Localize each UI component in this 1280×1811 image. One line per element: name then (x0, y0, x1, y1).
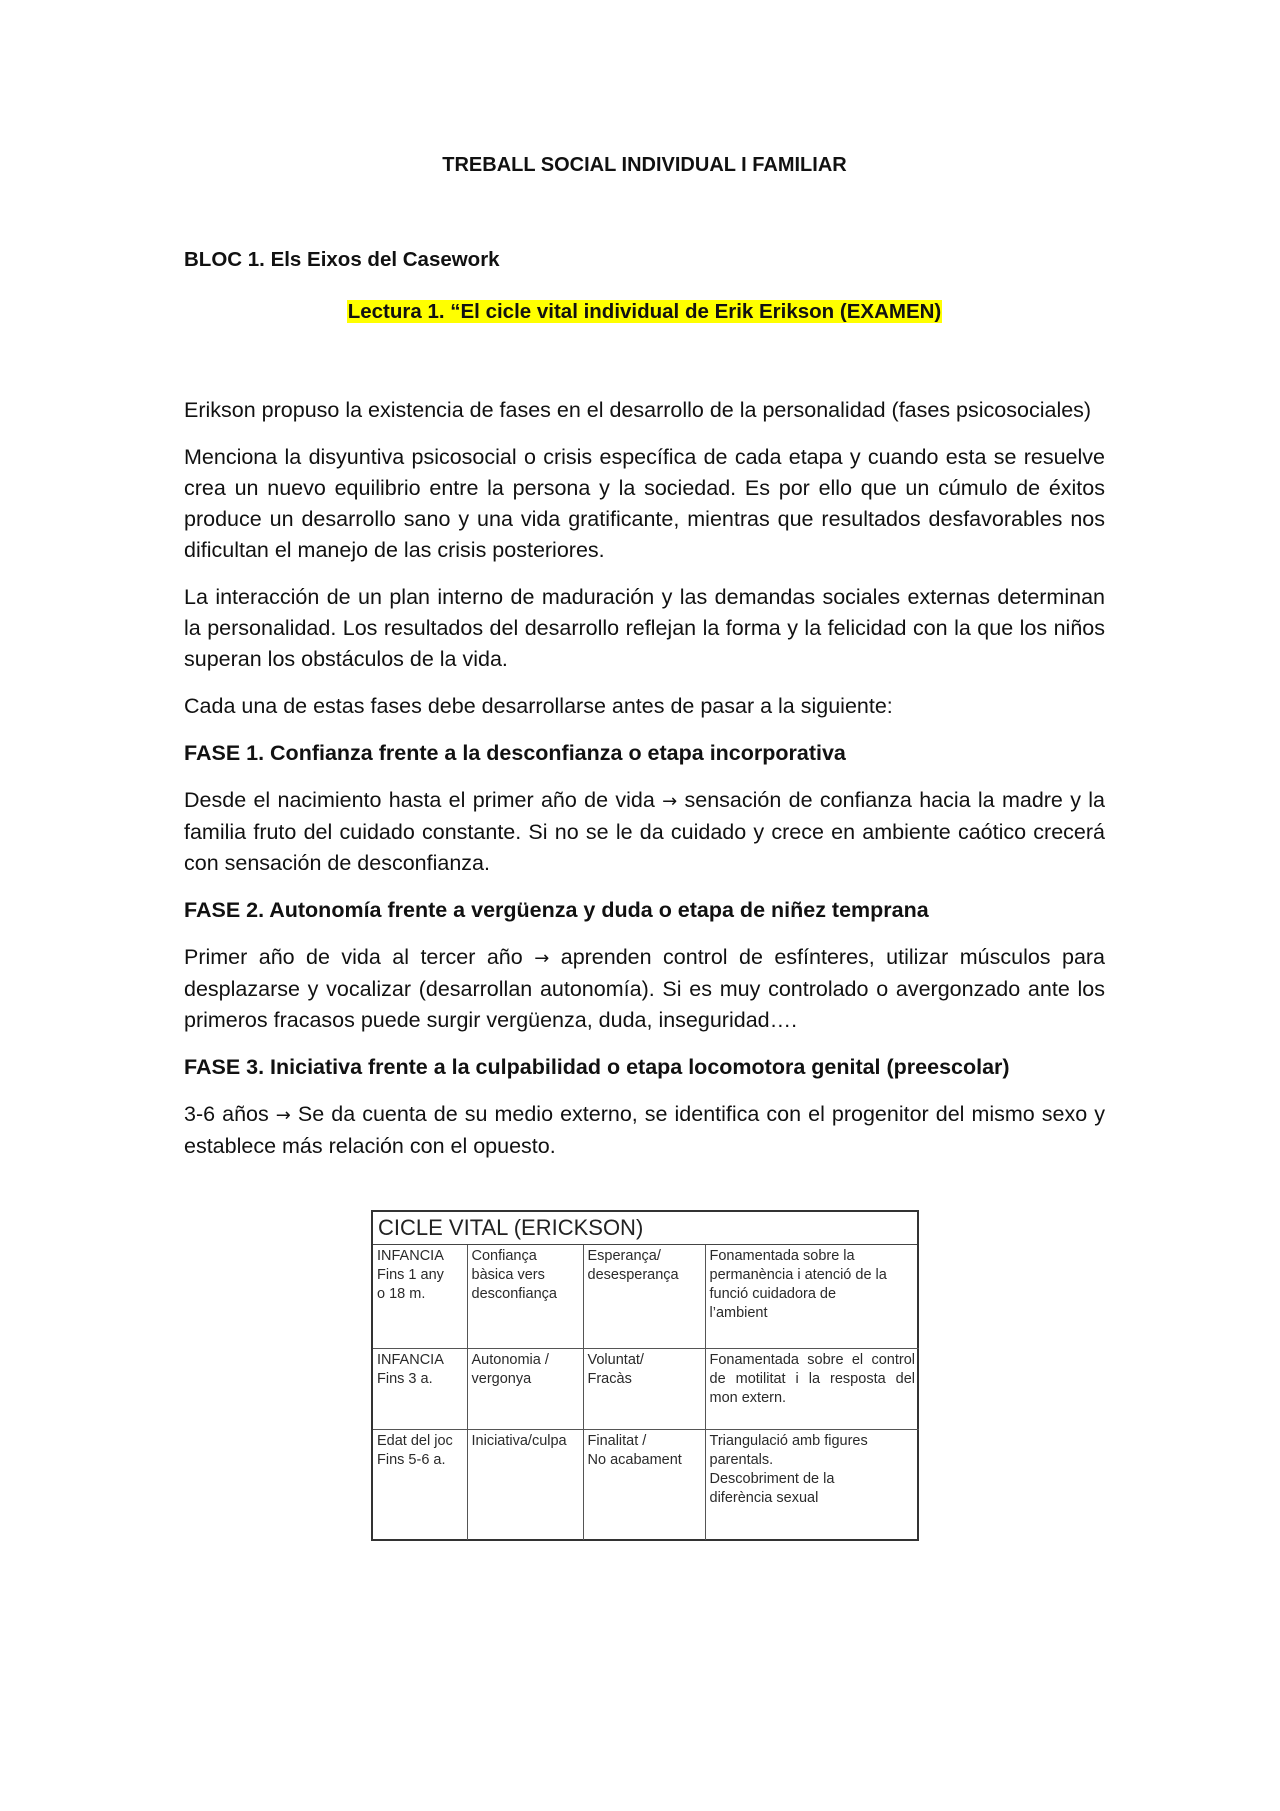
cell-line: Fonamentada sobre la (709, 1248, 855, 1264)
cell-line: Iniciativa/culpa (471, 1432, 567, 1449)
cell-line: Autonomia / (471, 1351, 549, 1368)
fase-2-period: Primer año de vida al tercer año (184, 945, 523, 969)
cell-line: Fonamentada sobre el control de motilitat i la resposta del mon extern. (709, 1351, 915, 1406)
cell-line: bàsica vers (471, 1267, 545, 1283)
table-row (373, 1348, 919, 1429)
fase-2-text (184, 942, 1105, 1036)
table-grid (373, 1245, 919, 1540)
cell-line: INFANCIA (377, 1248, 444, 1264)
arrow-right-icon: → (662, 791, 678, 812)
intro-section (184, 395, 1105, 1162)
cell-line: Fins 1 any (377, 1267, 444, 1283)
fase-2-description: aprenden control de esfínteres, utilizar músculos para desplazarse y vocalizar (desarrollan autonomía). Si es muy controlado o avergonzado ante los primeros fracasos puede surgir vergüenza, duda, inseguridad…. (184, 945, 1106, 1032)
arrow-right-icon: → (534, 948, 550, 969)
table-cell-stage (373, 1348, 467, 1429)
paragraph: Menciona la disyuntiva psicosocial o crisis específica de cada etapa y cuando esta se resuelve crea un nuevo equilibrio entre la persona y la sociedad. Es por ello que un cúmulo de éxitos produce un desarrollo sano y una vida gratificante, mientras que resultados desfavorables nos dificultan el manejo de las crisis posteriores. (184, 445, 1105, 562)
table-cell-virtue (583, 1245, 705, 1348)
cell-line: Fins 5-6 a. (377, 1451, 446, 1468)
fase-3-text (184, 1099, 1105, 1162)
cell-line: funció cuidadora de (709, 1286, 837, 1302)
fase-1-heading: FASE 1. Confianza frente a la desconfianza o etapa incorporativa (184, 741, 846, 765)
cell-line: Voluntat/ (587, 1351, 644, 1368)
cell-line: l’ambient (709, 1305, 768, 1321)
cell-line: o 18 m. (377, 1286, 426, 1302)
cell-line: Fins 3 a. (377, 1370, 433, 1387)
fase-1-text (184, 785, 1105, 879)
cell-line: Finalitat / (587, 1432, 647, 1449)
cell-line: No acabament (587, 1451, 682, 1468)
cell-line: Edat del joc (377, 1432, 453, 1449)
table-cell-virtue (583, 1429, 705, 1540)
table-title: CICLE VITAL (ERICKSON) (373, 1212, 917, 1245)
cell-line: Descobriment de la (709, 1470, 835, 1487)
table-cell-crisis (467, 1348, 583, 1429)
cell-line: desesperança (587, 1267, 679, 1283)
table-cell-crisis (467, 1245, 583, 1348)
document-body (184, 150, 1105, 1178)
table-cell-basis (705, 1348, 919, 1429)
cell-line: INFANCIA (377, 1351, 444, 1368)
table-row (373, 1245, 919, 1348)
document-title: TREBALL SOCIAL INDIVIDUAL I FAMILIAR (442, 154, 847, 176)
lectura-heading-wrap (184, 296, 1105, 327)
table-cell-basis (705, 1429, 919, 1540)
cell-line: Confiança (471, 1248, 537, 1264)
cell-line: parentals. (709, 1451, 774, 1468)
fase-3-heading: FASE 3. Iniciativa frente a la culpabilidad o etapa locomotora genital (preescolar) (184, 1055, 1010, 1079)
cell-line: vergonya (471, 1370, 532, 1387)
cell-line: Triangulació amb figures (709, 1432, 868, 1449)
table-cell-stage (373, 1245, 467, 1348)
table-cell-stage (373, 1429, 467, 1540)
paragraph: Erikson propuso la existencia de fases en el desarrollo de la personalidad (fases psicosociales) (184, 398, 1092, 422)
fase-1-description: sensación de confianza hacia la madre y la familia fruto del cuidado constante. Si no se le da cuidado y crece en ambiente caótico crecerá con sensación de desconfianza. (184, 788, 1105, 875)
cell-line: permanència i atenció de la (709, 1267, 887, 1283)
fase-3-period: 3-6 años (184, 1102, 269, 1126)
arrow-right-icon: → (275, 1105, 291, 1126)
cell-line: Fracàs (587, 1370, 632, 1387)
paragraph: La interacción de un plan interno de maduración y las demandas sociales externas determinan la personalidad. Los resultados del desarrollo reflejan la forma y la felicidad con la que los niños superan los obstáculos de la vida. (184, 585, 1105, 671)
bloc-heading: BLOC 1. Els Eixos del Casework (184, 248, 500, 271)
fase-2-heading: FASE 2. Autonomía frente a vergüenza y duda o etapa de niñez temprana (184, 898, 929, 922)
cell-line: Esperança/ (587, 1248, 661, 1264)
table-cell-virtue (583, 1348, 705, 1429)
paragraph: Cada una de estas fases debe desarrollarse antes de pasar a la siguiente: (184, 694, 893, 718)
fase-1-period: Desde el nacimiento hasta el primer año de vida (184, 788, 655, 812)
lectura-heading: Lectura 1. “El cicle vital individual de Erik Erikson (EXAMEN) (347, 300, 942, 323)
cell-line: desconfiança (471, 1286, 557, 1302)
cicle-vital-table (371, 1210, 919, 1541)
fase-3-description: Se da cuenta de su medio externo, se identifica con el progenitor del mismo sexo y establece más relación con el opuesto. (184, 1102, 1105, 1158)
table-cell-crisis (467, 1429, 583, 1540)
table-cell-basis (705, 1245, 919, 1348)
cell-line: diferència sexual (709, 1489, 819, 1506)
table-row (373, 1429, 919, 1540)
